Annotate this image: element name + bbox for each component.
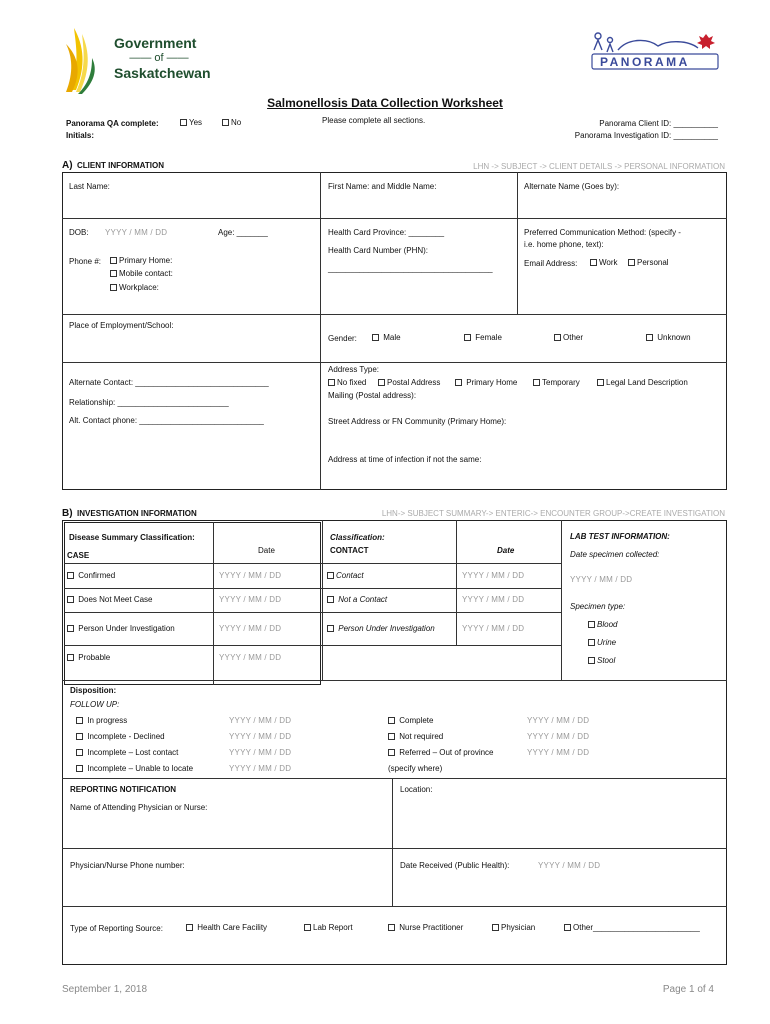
footer-page: Page 1 of 4 [662,984,714,995]
follow-up-label: FOLLOW UP: [70,700,120,709]
gender-unknown[interactable]: Unknown [646,333,691,342]
panorama-wordmark: PANORAMA [600,55,690,69]
gender-male[interactable]: Male [372,333,401,342]
section-a-title: A) CLIENT INFORMATION [62,160,164,171]
first-name-field[interactable]: First Name: and Middle Name: [328,182,437,191]
fu-date-5[interactable]: YYYY / MM / DD [527,716,590,725]
section-b-path: LHN-> SUBJECT SUMMARY-> ENTERIC-> ENCOUNTER GROUP->CREATE INVESTIGATION [381,509,725,518]
dob-label: DOB: [69,228,89,237]
email-work[interactable]: Work [590,258,618,267]
fu-specify-where: (specify where) [388,764,443,773]
email-personal[interactable]: Personal [628,258,669,267]
location-field[interactable]: Location: [400,785,433,794]
fu-not-required[interactable]: Not required [388,732,443,741]
gender-label: Gender: [328,334,357,343]
investigation-id: Panorama Investigation ID: __________ [574,131,718,140]
specimen-urine[interactable]: Urine [588,638,616,647]
contact-contact[interactable]: Contact [327,571,364,580]
specimen-date[interactable]: YYYY / MM / DD [570,575,633,584]
specimen-blood[interactable]: Blood [588,620,617,629]
last-name-field[interactable]: Last Name: [69,182,110,191]
page-title: Salmonellosis Data Collection Worksheet [267,96,503,110]
src-lab-report[interactable]: Lab Report [304,923,353,932]
maple-leaf-icon [697,34,715,49]
contact-date-2[interactable]: YYYY / MM / DD [462,595,525,604]
dob-field[interactable]: YYYY / MM / DD [105,228,168,237]
section-b-title: B) INVESTIGATION INFORMATION [62,508,197,519]
qa-complete-label: Panorama QA complete: [66,119,159,128]
address-infection-field[interactable]: Address at time of infection if not the same: [328,455,482,464]
src-hcf[interactable]: Health Care Facility [186,923,267,932]
address-type-label: Address Type: [328,365,379,374]
case-confirmed[interactable]: Confirmed [67,571,115,580]
fu-date-1[interactable]: YYYY / MM / DD [229,716,292,725]
footer-date: September 1, 2018 [62,984,148,995]
phone-workplace[interactable]: Workplace: [110,283,159,292]
complete-all-note: Please complete all sections. [322,116,426,125]
initials-label: Initials: [66,131,95,140]
phn-line: _____________________________________ [328,264,493,273]
fu-incomplete-lost[interactable]: Incomplete – Lost contact [76,748,178,757]
src-other[interactable]: Other________________________ [564,923,700,932]
street-field[interactable]: Street Address or FN Community (Primary Home): [328,417,507,426]
disposition-label: Disposition: [70,686,117,695]
case-date-2[interactable]: YYYY / MM / DD [219,595,282,604]
pref-comm-2: i.e. home phone, text): [524,240,604,249]
pref-comm-1: Preferred Communication Method: (specify - [524,228,681,237]
phone-primary-home[interactable]: Primary Home: [110,256,172,265]
qa-yes[interactable]: Yes [180,118,202,127]
contact-pui[interactable]: Person Under Investigation [327,624,435,633]
fu-complete[interactable]: Complete [388,716,433,725]
src-physician[interactable]: Physician [492,923,535,932]
contact-date-1[interactable]: YYYY / MM / DD [462,571,525,580]
date-received-label: Date Received (Public Health): [400,861,510,870]
alt-contact-field[interactable]: Alternate Contact: ______________________________ [69,378,269,387]
contact-date-header: Date [497,546,515,555]
fu-date-2[interactable]: YYYY / MM / DD [229,732,292,741]
qa-no[interactable]: No [222,118,241,127]
case-date-3[interactable]: YYYY / MM / DD [219,624,282,633]
case-date-header: Date [258,546,275,555]
contact-not-a-contact[interactable]: Not a Contact [327,595,387,604]
client-info-box [62,172,727,490]
fu-date-6[interactable]: YYYY / MM / DD [527,732,590,741]
gov-name: Government —— of —— Saskatchewan [114,35,211,81]
phys-phone-field[interactable]: Physician/Nurse Phone number: [70,861,185,870]
panorama-logo [588,28,722,72]
case-header: CASE [67,551,90,560]
fu-date-3[interactable]: YYYY / MM / DD [229,748,292,757]
addr-no-fixed[interactable]: No fixed [328,378,366,387]
specimen-type-label: Specimen type: [570,602,626,611]
addr-postal[interactable]: Postal Address [378,378,440,387]
relationship-field[interactable]: Relationship: _________________________ [69,398,229,407]
health-card-number[interactable]: Health Card Number (PHN): [328,246,429,255]
alt-phone-field[interactable]: Alt. Contact phone: ____________________________ [69,416,264,425]
addr-temporary[interactable]: Temporary [533,378,580,387]
lab-test-header: LAB TEST INFORMATION: [570,532,670,541]
age-field[interactable]: Age: _______ [218,228,268,237]
case-does-not-meet[interactable]: Does Not Meet Case [67,595,153,604]
case-probable[interactable]: Probable [67,653,110,662]
src-np[interactable]: Nurse Practitioner [388,923,463,932]
health-card-province[interactable]: Health Card Province: ________ [328,228,445,237]
phone-mobile[interactable]: Mobile contact: [110,269,173,278]
contact-date-3[interactable]: YYYY / MM / DD [462,624,525,633]
case-date-4[interactable]: YYYY / MM / DD [219,653,282,662]
wheat-icon [62,26,114,96]
contact-header: CONTACT [330,546,369,555]
fu-in-progress[interactable]: In progress [76,716,127,725]
addr-primary-home[interactable]: Primary Home [455,378,517,387]
email-label: Email Address: [524,259,578,268]
fu-date-4[interactable]: YYYY / MM / DD [229,764,292,773]
attending-field[interactable]: Name of Attending Physician or Nurse: [70,803,208,812]
date-specimen-label: Date specimen collected: [570,550,660,559]
specimen-stool[interactable]: Stool [588,656,615,665]
reporting-header: REPORTING NOTIFICATION [70,785,177,794]
classification-label: Classification: [330,533,385,542]
government-logo [62,26,212,96]
alternate-name-field[interactable]: Alternate Name (Goes by): [524,182,620,191]
case-date-1[interactable]: YYYY / MM / DD [219,571,282,580]
mailing-field[interactable]: Mailing (Postal address): [328,391,417,400]
disease-summary-label: Disease Summary Classification: [69,533,195,542]
employment-field[interactable]: Place of Employment/School: [69,321,174,330]
date-received-field[interactable]: YYYY / MM / DD [538,861,601,870]
fu-incomplete-unable[interactable]: Incomplete – Unable to locate [76,764,193,773]
fu-referred[interactable]: Referred – Out of province [388,748,494,757]
fu-incomplete-declined[interactable]: Incomplete - Declined [76,732,165,741]
section-a-path: LHN -> SUBJECT -> CLIENT DETAILS -> PERSONAL INFORMATION [473,162,725,171]
phone-label: Phone #: [69,257,102,266]
addr-legal-land[interactable]: Legal Land Description [597,378,688,387]
source-type-label: Type of Reporting Source: [70,924,163,933]
fu-date-7[interactable]: YYYY / MM / DD [527,748,590,757]
gender-female[interactable]: Female [464,333,502,342]
client-id: Panorama Client ID: __________ [599,119,718,128]
case-pui[interactable]: Person Under Investigation [67,624,175,633]
gender-other[interactable]: Other [554,333,583,342]
